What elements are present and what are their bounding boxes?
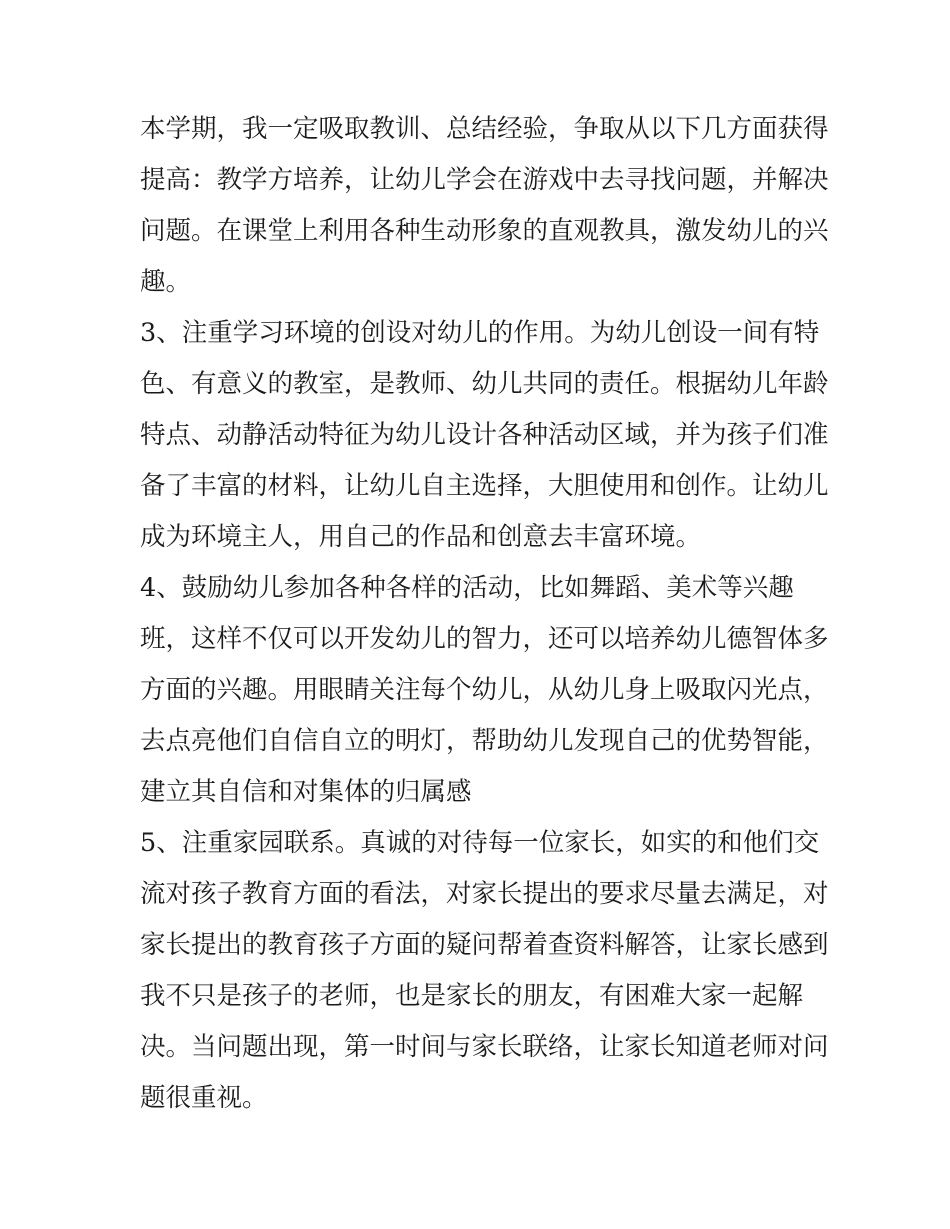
- text-line: 去点亮他们自信自立的明灯，帮助幼儿发现自己的优势智能，: [140, 726, 829, 756]
- text-line: 方面的兴趣。用眼睛关注每个幼儿，从幼儿身上吸取闪光点，: [140, 675, 829, 705]
- text-line: 流对孩子教育方面的看法，对家长提出的要求尽量去满足，对: [140, 879, 829, 909]
- text-line: 3、注重学习环境的创设对幼儿的作用。为幼儿创设一间有特: [140, 318, 820, 348]
- text-line: 问题。在课堂上利用各种生动形象的直观教具，激发幼儿的兴: [140, 216, 829, 246]
- text-line: 色、有意义的教室，是教师、幼儿共同的责任。根据幼儿年龄: [140, 369, 829, 399]
- text-line: 趣。: [140, 267, 192, 297]
- text-line: 提高：教学方培养，让幼儿学会在游戏中去寻找问题，并解决: [140, 165, 829, 195]
- text-line: 成为环境主人，用自己的作品和创意去丰富环境。: [140, 522, 702, 552]
- text-line: 决。当问题出现，第一时间与家长联络，让家长知道老师对问: [140, 1032, 829, 1062]
- text-line: 本学期，我一定吸取教训、总结经验，争取从以下几方面获得: [140, 114, 829, 144]
- text-line: 特点、动静活动特征为幼儿设计各种活动区域，并为孩子们准: [140, 420, 829, 450]
- text-line: 5、注重家园联系。真诚的对待每一位家长，如实的和他们交: [140, 828, 820, 858]
- text-line: 建立其自信和对集体的归属感: [140, 777, 472, 807]
- text-line: 班，这样不仅可以开发幼儿的智力，还可以培养幼儿德智体多: [140, 624, 829, 654]
- text-line: 备了丰富的材料，让幼儿自主选择，大胆使用和创作。让幼儿: [140, 471, 829, 501]
- text-line: 我不只是孩子的老师，也是家长的朋友，有困难大家一起解: [140, 981, 804, 1011]
- text-line: 题很重视。: [140, 1083, 268, 1113]
- text-line: 家长提出的教育孩子方面的疑问帮着查资料解答，让家长感到: [140, 930, 829, 960]
- document-page: [140, 104, 830, 1124]
- text-line: 4、鼓励幼儿参加各种各样的活动，比如舞蹈、美术等兴趣: [140, 573, 794, 603]
